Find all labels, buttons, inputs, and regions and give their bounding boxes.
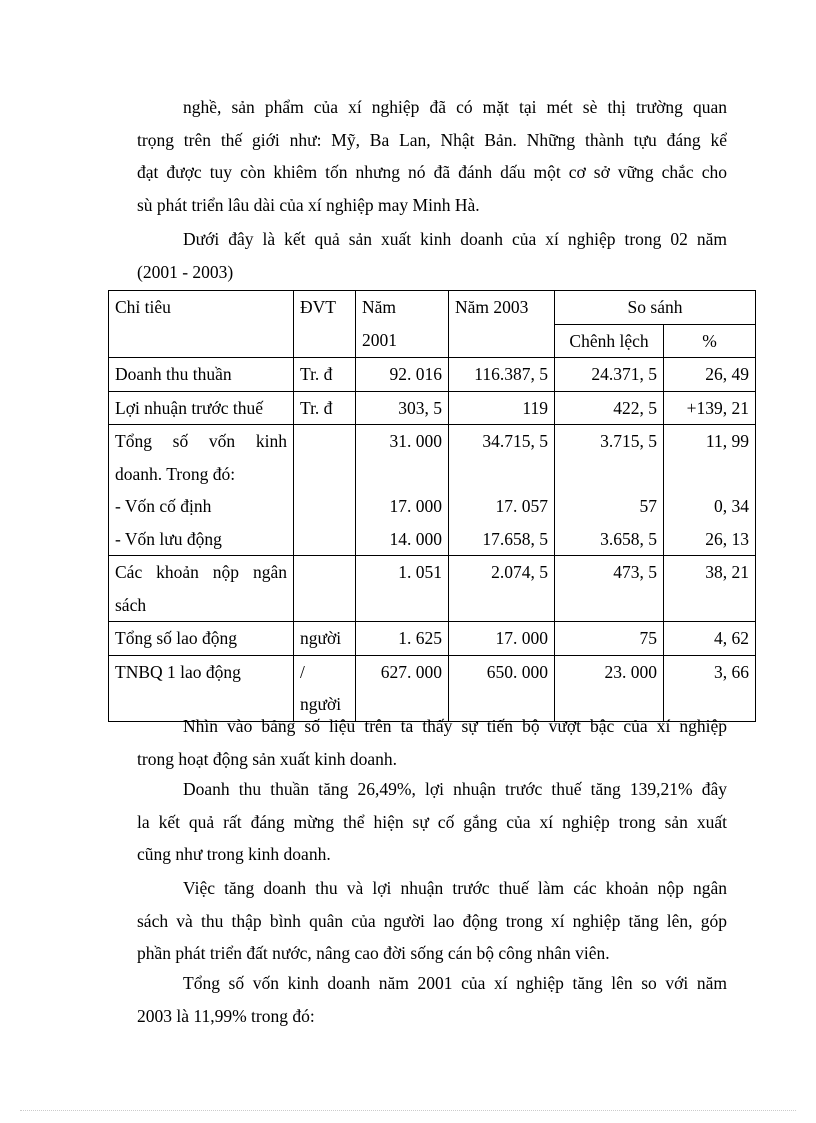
- text-line: trọng trên thế giới như: Mỹ, Ba Lan, Nhật Bản. Những thành tựu đáng kể: [137, 129, 727, 150]
- cell-percent: [664, 425, 756, 556]
- cell-chenh-lech-line: 24.371, 5: [591, 364, 657, 384]
- text-line: la kết quả rất đáng mừng thể hiện sự cố gắng của xí nghiệp trong sản xuất: [137, 811, 727, 832]
- cell-label-line: Các khoản nộp ngân: [115, 562, 287, 582]
- table-row: [109, 358, 756, 392]
- cell-chenh-lech: [555, 391, 664, 425]
- text-line: phần phát triển đất nước, nâng cao đời sống cán bộ công nhân viên.: [137, 943, 610, 963]
- cell-2003: [449, 425, 555, 556]
- cell-chenh-lech-line: 57: [639, 496, 657, 516]
- text-line: 2003 là 11,99% trong đó:: [137, 1005, 315, 1026]
- cell-percent: [664, 622, 756, 656]
- table-body: [109, 358, 756, 722]
- cell-dvt-line: [300, 556, 349, 589]
- paragraph-capital: [137, 967, 727, 1032]
- cell-dvt: [294, 622, 356, 656]
- cell-label: [109, 622, 294, 656]
- text-line: trong hoạt động sản xuất kinh doanh.: [137, 748, 398, 769]
- cell-percent: [664, 358, 756, 392]
- cell-dvt: [294, 358, 356, 392]
- cell-2001-line: [362, 458, 442, 491]
- cell-percent-line: 26, 13: [705, 528, 749, 549]
- cell-2001-line: 1. 051: [398, 562, 442, 582]
- table-header-row: [109, 291, 756, 325]
- cell-2003-line: 17.658, 5: [482, 528, 548, 549]
- header-dvt: ĐVT: [294, 291, 356, 358]
- text-line: sù phát triển lâu dài của xí nghiệp may Minh Hà.: [137, 194, 480, 215]
- cell-2003: [449, 622, 555, 656]
- cell-dvt: [294, 425, 356, 556]
- cell-2003: [449, 391, 555, 425]
- cell-percent-line: +139, 21: [686, 397, 749, 418]
- cell-chenh-lech-line: [561, 458, 657, 491]
- cell-dvt: [294, 556, 356, 622]
- cell-chenh-lech-line: 422, 5: [613, 397, 657, 418]
- cell-label-line: doanh. Trong đó:: [115, 463, 236, 484]
- cell-chenh-lech-line: 23. 000: [604, 661, 657, 682]
- cell-2003-line: 2.074, 5: [491, 562, 548, 582]
- cell-2003-line: 34.715, 5: [482, 431, 548, 451]
- header-so-sanh: So sánh: [555, 291, 756, 325]
- cell-dvt-line: Tr. đ: [300, 397, 333, 418]
- table-row: [109, 391, 756, 425]
- header-chenh-lech: Chênh lệch: [555, 324, 664, 358]
- paragraph-budget: [137, 872, 727, 970]
- cell-percent-line: 11, 99: [705, 431, 749, 451]
- cell-2001: [356, 622, 449, 656]
- cell-label: [109, 391, 294, 425]
- cell-dvt: [294, 391, 356, 425]
- cell-2001: [356, 358, 449, 392]
- cell-percent-line: 26, 49: [705, 364, 749, 384]
- cell-chenh-lech-line: 3.715, 5: [600, 431, 657, 451]
- cell-percent-line: 0, 34: [714, 496, 749, 516]
- cell-chenh-lech-line: 473, 5: [613, 562, 657, 582]
- cell-percent-line: 3, 66: [714, 661, 749, 682]
- cell-2001: [356, 425, 449, 556]
- cell-2003-line: 17. 000: [495, 628, 548, 648]
- cell-label-line: Doanh thu thuần: [115, 364, 232, 384]
- table-row: [109, 425, 756, 556]
- cell-percent-line: 4, 62: [714, 628, 749, 648]
- cell-2003-line: 119: [522, 397, 548, 418]
- cell-2003-line: 116.387, 5: [474, 364, 548, 384]
- text-line: nghề, sản phẩm của xí nghiệp đã có mặt tại mét sè thị trường quan: [183, 97, 727, 117]
- cell-dvt-line: [300, 425, 349, 458]
- cell-dvt-line: Tr. đ: [300, 364, 333, 384]
- header-percent: %: [664, 324, 756, 358]
- paragraph-revenue: [137, 773, 727, 871]
- paragraph-table-intro: [137, 223, 727, 288]
- cell-2001-line: 627. 000: [380, 661, 442, 682]
- cell-dvt-line: người: [300, 628, 342, 648]
- text-line: cũng như trong kinh doanh.: [137, 844, 331, 864]
- cell-dvt-line: /: [300, 661, 305, 682]
- text-line: Dưới đây là kết quả sản xuất kinh doanh của xí nghiệp trong 02 năm: [183, 229, 727, 249]
- cell-label-line: Lợi nhuận trước thuế: [115, 397, 264, 418]
- text-line: Tổng số vốn kinh doanh năm 2001 của xí nghiệp tăng lên so với năm: [183, 973, 727, 993]
- cell-label: [109, 556, 294, 622]
- cell-label-line: - Vốn lưu động: [115, 528, 222, 549]
- cell-2001: [356, 556, 449, 622]
- cell-label: [109, 358, 294, 392]
- header-chi-tieu: Chỉ tiêu: [109, 291, 294, 358]
- cell-label-line: sách: [115, 594, 147, 615]
- paragraph-observation: [137, 710, 727, 775]
- text-line: Nhìn vào bảng số liệu trên ta thấy sự tiến bộ vượt bậc của xí nghiệp: [183, 716, 727, 736]
- page-bottom-border: [20, 1110, 796, 1111]
- cell-label-line: TNBQ 1 lao động: [115, 661, 241, 682]
- cell-2003: [449, 358, 555, 392]
- cell-chenh-lech-line: 75: [639, 628, 657, 648]
- cell-2001-line: 92. 016: [389, 364, 442, 384]
- cell-chenh-lech: [555, 358, 664, 392]
- text-line: sách và thu thập bình quân của người lao động trong xí nghiệp tăng lên, góp: [137, 910, 727, 931]
- text-line: Doanh thu thuần tăng 26,49%, lợi nhuận trước thuế tăng 139,21% đây: [183, 779, 727, 799]
- cell-label-line: Tổng số vốn kinh: [115, 431, 287, 451]
- header-nam-2003: Năm 2003: [449, 291, 555, 358]
- cell-dvt-line: người: [300, 694, 342, 714]
- cell-chenh-lech: [555, 425, 664, 556]
- cell-2001-line: 17. 000: [389, 496, 442, 516]
- cell-percent-line: 38, 21: [705, 562, 749, 582]
- cell-chenh-lech: [555, 556, 664, 622]
- header-nam-2001-line1: Năm: [362, 297, 397, 317]
- cell-label-line: Tổng số lao động: [115, 628, 238, 648]
- text-line: Việc tăng doanh thu và lợi nhuận trước thuế làm các khoản nộp ngân: [183, 878, 727, 898]
- cell-2003: [449, 556, 555, 622]
- cell-2003-line: [455, 458, 548, 491]
- cell-2003-line: 17. 057: [495, 496, 548, 516]
- table-row: [109, 556, 756, 622]
- table-row: [109, 622, 756, 656]
- cell-label: [109, 425, 294, 556]
- cell-percent: [664, 556, 756, 622]
- cell-2003-line: 650. 000: [486, 661, 548, 682]
- results-table: [108, 290, 756, 722]
- cell-chenh-lech-line: 3.658, 5: [600, 528, 657, 549]
- text-line: đạt được tuy còn khiêm tốn nhưng nó đã đánh dấu một cơ sở vững chắc cho: [137, 162, 727, 182]
- cell-chenh-lech: [555, 622, 664, 656]
- header-nam-2001: [356, 291, 449, 358]
- text-line: (2001 - 2003): [137, 261, 234, 282]
- cell-2001-line: 1. 625: [398, 628, 442, 648]
- cell-2001-line: 303, 5: [398, 397, 442, 418]
- cell-2001-line: 31. 000: [389, 431, 442, 451]
- cell-percent-line: [670, 458, 749, 491]
- cell-label-line: - Vốn cố định: [115, 496, 212, 516]
- paragraph-intro: [137, 91, 727, 221]
- cell-percent: [664, 391, 756, 425]
- cell-2001: [356, 391, 449, 425]
- cell-2001-line: 14. 000: [389, 528, 442, 549]
- header-nam-2001-line2: 2001: [362, 329, 397, 350]
